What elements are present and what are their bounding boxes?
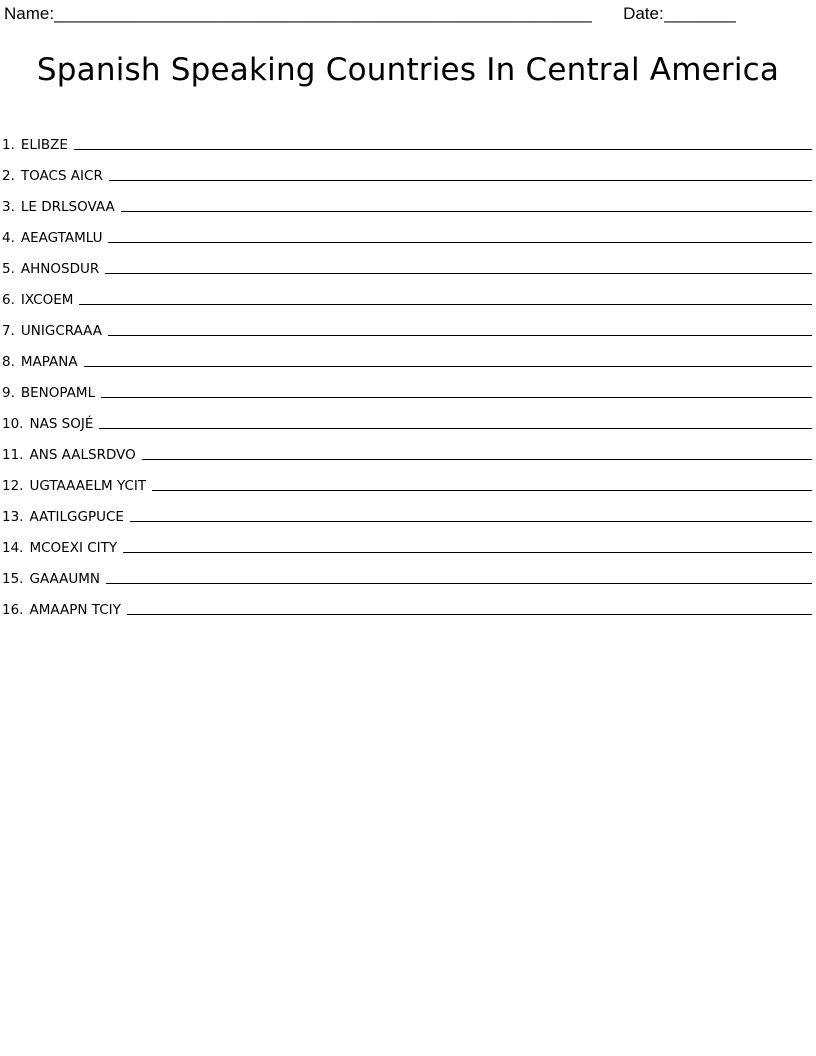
name-label: Name: (4, 4, 55, 23)
item-answer-line[interactable] (152, 490, 812, 491)
list-item (2, 525, 812, 556)
item-number: 1. (2, 137, 15, 154)
item-word: NAS SOJÉ (29, 416, 94, 433)
item-word: LE DRLSOVAA (20, 199, 115, 216)
item-answer-line[interactable] (108, 242, 812, 243)
item-answer-line[interactable] (79, 304, 812, 305)
word-scramble-list (0, 122, 816, 618)
item-answer-line[interactable] (74, 149, 812, 150)
item-word: BENOPAML (20, 385, 96, 402)
item-word: AMAAPN TCIY (29, 602, 121, 619)
list-item (2, 463, 812, 494)
item-word: MCOEXI CITY (29, 540, 118, 557)
date-answer-line[interactable]: ________ (663, 4, 736, 23)
list-item (2, 432, 812, 463)
item-number: 9. (2, 385, 15, 402)
item-word: IXCOEM (20, 292, 74, 309)
list-item (2, 308, 812, 339)
item-word: UNIGCRAAA (20, 323, 103, 340)
item-word: TOACS AICR (20, 168, 103, 185)
item-answer-line[interactable] (109, 180, 812, 181)
item-answer-line[interactable] (105, 273, 812, 274)
item-number: 5. (2, 261, 15, 278)
item-word: AEAGTAMLU (20, 230, 103, 247)
item-number: 13. (2, 509, 24, 526)
list-item (2, 556, 812, 587)
list-item (2, 246, 812, 277)
list-item (2, 494, 812, 525)
item-number: 7. (2, 323, 15, 340)
date-label: Date: (623, 4, 664, 23)
list-item (2, 401, 812, 432)
item-word: ANS AALSRDVO (29, 447, 136, 464)
item-answer-line[interactable] (101, 397, 812, 398)
list-item (2, 339, 812, 370)
name-answer-line[interactable]: ____________________________________________________________ (54, 4, 592, 23)
item-answer-line[interactable] (121, 211, 812, 212)
item-answer-line[interactable] (84, 366, 812, 367)
item-number: 3. (2, 199, 15, 216)
item-answer-line[interactable] (127, 614, 812, 615)
list-item (2, 587, 812, 618)
item-word: UGTAAAELM YCIT (29, 478, 147, 495)
item-answer-line[interactable] (108, 335, 812, 336)
item-number: 11. (2, 447, 24, 464)
list-item (2, 370, 812, 401)
item-word: GAAAUMN (29, 571, 101, 588)
item-word: ELIBZE (20, 137, 68, 154)
list-item (2, 277, 812, 308)
item-answer-line[interactable] (142, 459, 812, 460)
list-item (2, 122, 812, 153)
item-answer-line[interactable] (130, 521, 812, 522)
header-row (0, 0, 816, 24)
item-number: 16. (2, 602, 24, 619)
item-number: 12. (2, 478, 24, 495)
item-word: AATILGGPUCE (29, 509, 124, 526)
item-word: MAPANA (20, 354, 78, 371)
list-item (2, 184, 812, 215)
item-number: 15. (2, 571, 24, 588)
item-answer-line[interactable] (99, 428, 812, 429)
list-item (2, 153, 812, 184)
item-answer-line[interactable] (106, 583, 812, 584)
list-item (2, 215, 812, 246)
item-number: 8. (2, 354, 15, 371)
item-number: 4. (2, 230, 15, 247)
item-number: 10. (2, 416, 24, 433)
item-number: 2. (2, 168, 15, 185)
item-number: 6. (2, 292, 15, 309)
item-number: 14. (2, 540, 24, 557)
item-answer-line[interactable] (123, 552, 812, 553)
item-word: AHNOSDUR (20, 261, 100, 278)
page-title: Spanish Speaking Countries In Central America (36, 52, 780, 88)
